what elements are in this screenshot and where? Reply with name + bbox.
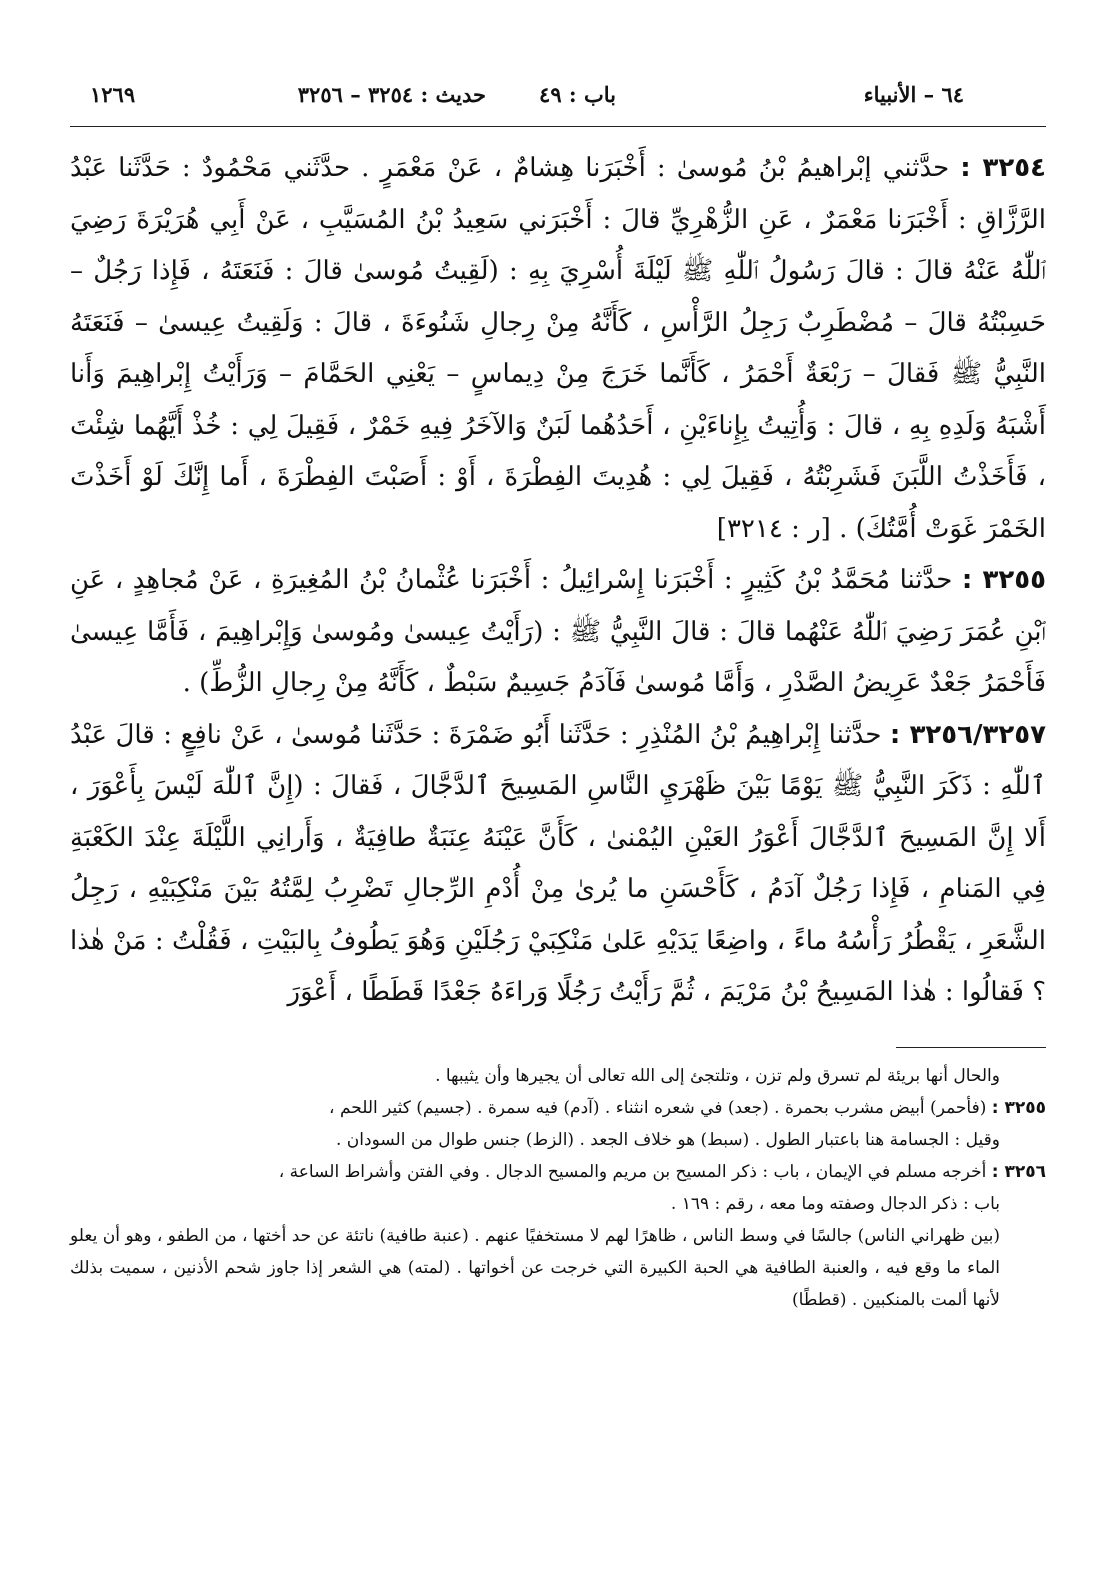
hadith-3256-3257 xyxy=(70,710,1046,1019)
hadith-3254 xyxy=(70,143,1046,555)
header-rule xyxy=(70,126,1046,127)
footnote-3256-cont: باب : ذكر الدجال وصفته وما معه ، رقم : ١٦٩ . xyxy=(670,1193,1000,1214)
main-text xyxy=(70,143,1046,1019)
header-bab: باب : ٤٩ xyxy=(539,82,616,107)
hadith-3255 xyxy=(70,555,1046,710)
footnote-text: أخرجه مسلم في الإيمان ، باب : ذكر المسيح بن مريم والمسيح الدجال . وفي الفتن وأشراط الساعة ، xyxy=(278,1161,987,1182)
hadith-number: ٣٢٥٥ : xyxy=(961,565,1046,595)
footnotes xyxy=(70,1060,1046,1316)
book-page xyxy=(70,70,1046,1550)
footnote-3256 xyxy=(70,1156,1046,1188)
footnote-number: ٣٢٥٥ : xyxy=(991,1097,1046,1118)
hadith-text: حدَّثني إبْراهيمُ بْنُ مُوسىٰ : أَخْبَرَنا هِشامٌ ، عَنْ مَعْمَرٍ . حدَّثَني مَحْمُودٌ : حَدَّثَنا عَبْدُ الرَّزَّاقِ : أَخْبَرَنا مَعْمَرٌ ، عَنِ الزُّهْرِيِّ قالَ : أَخْبَرَني سَعِيدُ بْنُ المُسَيَّبِ ، عَنْ أَبِي هُرَيْرَةَ رَضِيَ ٱللّٰهُ عَنْهُ قالَ : قالَ رَسُولُ ٱللّٰهِ ﷺ لَيْلَةَ أُسْرِيَ بِهِ : (لَقِيتُ مُوسىٰ قالَ : فَنَعَتَهُ ، فَإِذا رَجُلٌ – حَسِبْتُهُ قالَ – مُضْطَرِبٌ رَجِلُ الرَّأْسِ ، كَأَنَّهُ مِنْ رِجالِ شَنُوءَةَ ، قالَ : وَلَقِيتُ عِيسىٰ – فَنَعَتَهُ النَّبِيُّ ﷺ فَقالَ – رَبْعَةٌ أَحْمَرُ ، كَأَنَّما خَرَجَ مِنْ دِيماسٍ – يَعْنِي الحَمَّامَ – وَرَأَيْتُ إِبْراهِيمَ وَأَنا أَشْبَهُ وَلَدِهِ بِهِ ، قالَ : وَأُتِيتُ بِإِناءَيْنِ ، أَحَدُهُما لَبَنٌ وَالآخَرُ فِيهِ خَمْرٌ ، فَقِيلَ لِي : خُذْ أَيَّهُما شِئْتَ ، فَأَخَذْتُ اللَّبَنَ فَشَرِبْتُهُ ، فَقِيلَ لِي : هُدِيتَ الفِطْرَةَ ، أَوْ : أَصَبْتَ الفِطْرَةَ ، أَما إِنَّكَ لَوْ أَخَذْتَ الخَمْرَ غَوَتْ أُمَّتُكَ) . [ر : ٣٢١٤] xyxy=(70,153,1046,544)
footnote-continuation: والحال أنها بريئة لم تسرق ولم تزن ، وتلتجئ إلى الله تعالى أن يجيرها وأن يثيبها . xyxy=(435,1065,1000,1086)
footnote-3255-cont: وقيل : الجسامة هنا باعتبار الطول . (سبط) هو خلاف الجعد . (الزط) جنس طوال من السودان . xyxy=(336,1129,1000,1150)
header-hadith-range: حديث : ٣٢٥٤ – ٣٢٥٦ xyxy=(297,82,486,107)
footnote-rule xyxy=(896,1047,1046,1048)
hadith-text: حدَّثنا مُحَمَّدُ بْنُ كَثِيرٍ : أَخْبَرَنا إِسْرائِيلُ : أَخْبَرَنا عُثْمانُ بْنُ المُغِيرَةِ ، عَنْ مُجاهِدٍ ، عَنِ ٱبْنِ عُمَرَ رَضِيَ ٱللّٰهُ عَنْهُما قالَ : قالَ النَّبِيُّ ﷺ : (رَأَيْتُ عِيسىٰ ومُوسىٰ وَإِبْراهِيمَ ، فَأَمَّا عِيسىٰ فَأَحْمَرُ جَعْدٌ عَرِيضُ الصَّدْرِ ، وَأَمَّا مُوسىٰ فَآدَمُ جَسِيمٌ سَبْطٌ ، كَأَنَّهُ مِنْ رِجالِ الزُّطِّ) . xyxy=(70,565,1046,698)
hadith-number: ٣٢٥٦/٣٢٥٧ : xyxy=(889,719,1047,750)
footnote-text: (فأحمر) أبيض مشرب بحمرة . (جعد) في شعره انثناء . (آدم) فيه سمرة . (جسيم) كثير اللحم ، xyxy=(329,1097,987,1118)
header-chapter: ٦٤ – الأنبياء xyxy=(863,82,964,107)
running-header xyxy=(70,70,1046,120)
footnote-number: ٣٢٥٦ : xyxy=(991,1161,1046,1182)
hadith-number: ٣٢٥٤ : xyxy=(960,153,1047,183)
footnote-3256-glossary: (بين ظهراني الناس) جالسًا في وسط الناس ، ظاهرًا لهم لا مستخفيًا عنهم . (عنبة طافية) ناتئة عن حد أختها ، من الطفو ، وهو أن يعلو الماء ما وقع فيه ، والعنبة الطافية هي الحبة الكبيرة التي خرجت عن أخواتها . (لمته) هي الشعر إذا جاوز شحم الأذنين ، سميت بذلك لأنها ألمت بالمنكبين . (قططًا) xyxy=(70,1225,1000,1310)
page-number: ١٢٦٩ xyxy=(90,82,136,107)
hadith-text: حدَّثنا إِبْراهِيمُ بْنُ المُنْذِرِ : حَدَّثَنا أَبُو ضَمْرَةَ : حَدَّثَنا مُوسىٰ ، عَنْ نافِعٍ : قالَ عَبْدُ ٱللّٰهِ : ذَكَرَ النَّبِيُّ ﷺ يَوْمًا بَيْنَ ظَهْرَيِ النَّاسِ المَسِيحَ ٱلدَّجَّالَ ، فَقالَ : (إِنَّ ٱللّٰهَ لَيْسَ بِأَعْوَرَ ، أَلا إِنَّ المَسِيحَ ٱلدَّجَّالَ أَعْوَرُ العَيْنِ اليُمْنىٰ ، كَأَنَّ عَيْنَهُ عِنَبَةٌ طافِيَةٌ ، وَأَرانِي اللَّيْلَةَ عِنْدَ الكَعْبَةِ فِي المَنامِ ، فَإِذا رَجُلٌ آدَمُ ، كَأَحْسَنِ ما يُرىٰ مِنْ أُدْمِ الرِّجالِ تَضْرِبُ لِمَّتُهُ بَيْنَ مَنْكِبَيْهِ ، رَجِلُ الشَّعَرِ ، يَقْطُرُ رَأْسُهُ ماءً ، واضِعًا يَدَيْهِ عَلىٰ مَنْكِبَيْ رَجُلَيْنِ وَهُوَ يَطُوفُ بِالبَيْتِ ، فَقُلْتُ : مَنْ هٰذا ؟ فَقالُوا : هٰذا المَسِيحُ بْنُ مَرْيَمَ ، ثُمَّ رَأَيْتُ رَجُلًا وَراءَهُ جَعْدًا قَطَطًا ، أَعْوَرَ xyxy=(70,719,1046,1007)
footnote-3255 xyxy=(70,1092,1046,1124)
